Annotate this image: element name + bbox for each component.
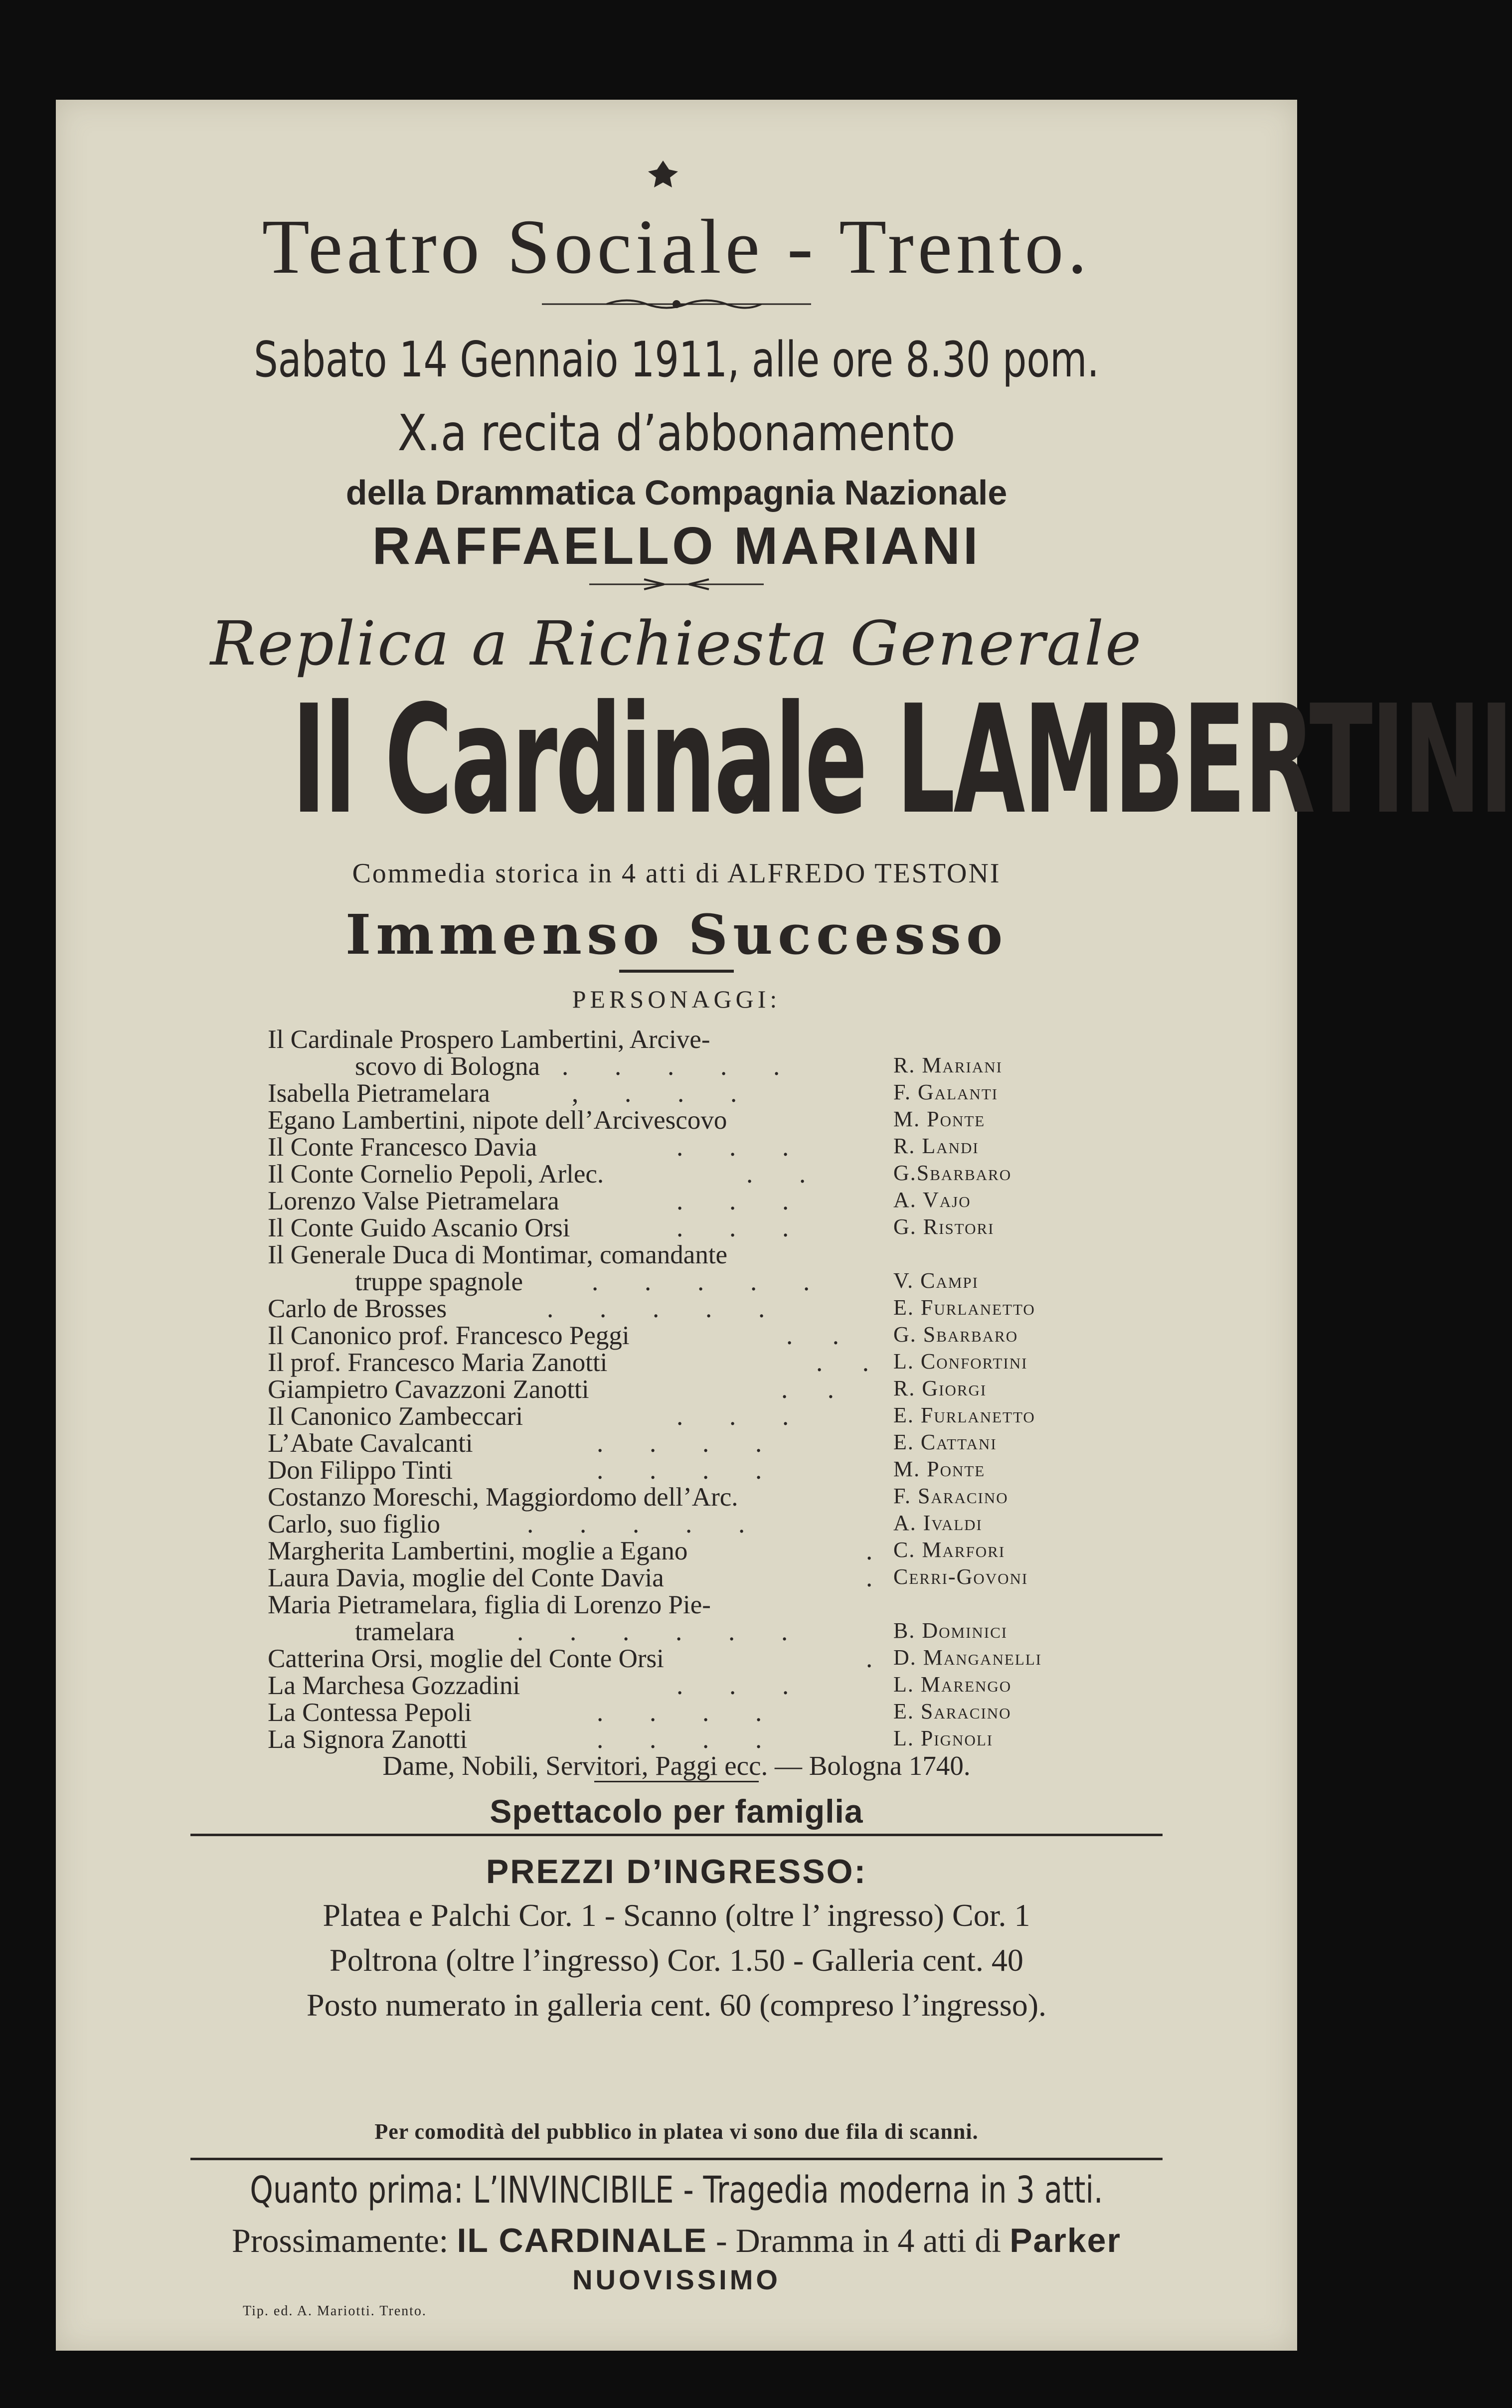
price-line: Posto numerato in galleria cent. 60 (compreso l’ingresso). (306, 1987, 1047, 2023)
cast-row: Lorenzo Valse Pietramelara . . . A. Vajo (268, 1187, 971, 1215)
actor-name: Cerri-Govoni (893, 1564, 1028, 1589)
recita-line: X.a recita d’abbonamento (397, 404, 956, 462)
role-name: Il Conte Francesco Davia (268, 1133, 537, 1162)
role-name: Lorenzo Valse Pietramelara (268, 1187, 559, 1215)
actor-name: R. Landi (893, 1134, 979, 1158)
divider-ornament-icon (542, 297, 811, 312)
cast-row (268, 1240, 1215, 1267)
role-name: Maria Pietramelara, figlia di Lorenzo Pie- (268, 1590, 711, 1619)
cast-row: Il Canonico prof. Francesco Peggi . . G. Sbarbaro (268, 1321, 1018, 1350)
cast-row: Carlo de Brosses . . . . . E. Furlanetto (268, 1294, 1035, 1323)
theatre-title: Teatro Sociale - Trento. (262, 203, 1091, 290)
divider (190, 1834, 1163, 1836)
actor-name: C. Marfori (893, 1538, 1006, 1562)
upcoming-label: Prossimamente: (232, 2222, 449, 2259)
cast-row: Carlo, suo figlio . . . . . A. Ivaldi (268, 1510, 983, 1539)
actor-name: R. Mariani (893, 1053, 1003, 1077)
role-name: La Contessa Pepoli (268, 1698, 472, 1727)
divider (619, 970, 734, 973)
prices-heading: PREZZI D’INGRESSO: (486, 1853, 867, 1891)
cast-row: scovo di Bologna . . . . . R. Mariani (355, 1052, 1003, 1081)
cast-row: truppe spagnole . . . . . V. Campi (355, 1267, 979, 1296)
actor-name: A. Ivaldi (893, 1511, 983, 1535)
small-divider-icon (589, 577, 764, 591)
cast-row: Il Conte Francesco Davia . . . R. Landi (268, 1133, 979, 1162)
company-line: della Drammatica Compagnia Nazionale (345, 473, 1008, 512)
actor-name: A. Vajo (893, 1188, 971, 1212)
actor-name: R. Giorgi (893, 1376, 987, 1400)
role-name: Don Filippo Tinti (268, 1456, 453, 1485)
cast-row: La Signora Zanotti . . . . L. Pignoli (268, 1725, 994, 1754)
play-title: Il Cardinale LAMBERTINI (292, 673, 1512, 847)
cast-row: Catterina Orsi, moglie del Conte Orsi . D. Manganelli (268, 1644, 1042, 1673)
role-name: Il prof. Francesco Maria Zanotti (268, 1348, 608, 1377)
play-subtitle: Commedia storica in 4 atti di ALFREDO TESTONI (352, 858, 1001, 889)
playbill (56, 100, 1512, 2351)
actor-name: E. Cattani (893, 1430, 997, 1454)
actor-name: F. Galanti (893, 1080, 999, 1104)
role-name: La Marchesa Gozzadini (268, 1671, 520, 1700)
cast-row (268, 1105, 1215, 1135)
actor-name: B. Dominici (893, 1618, 1008, 1643)
divider (190, 2158, 1163, 2160)
role-name: Margherita Lambertini, moglie a Egano (268, 1537, 688, 1565)
new-badge: NUOVISSIMO (572, 2264, 781, 2295)
actor-name: M. Ponte (893, 1457, 986, 1481)
cast-row: Don Filippo Tinti . . . . M. Ponte (268, 1456, 986, 1485)
family-show-note: Spettacolo per famiglia (490, 1793, 863, 1830)
actor-name: E. Saracino (893, 1699, 1011, 1723)
actor-name: G.Sbarbaro (893, 1161, 1012, 1185)
role-name: Il Canonico Zambeccari (268, 1402, 523, 1431)
cast-row: Giampietro Cavazzoni Zanotti . . R. Giorgi (268, 1375, 987, 1404)
actor-name: L. Confortini (893, 1349, 1028, 1374)
role-name: L’Abate Cavalcanti (268, 1429, 473, 1458)
role-name: scovo di Bologna (355, 1052, 540, 1081)
actor-name: E. Furlanetto (893, 1295, 1035, 1320)
upcoming-title: IL CARDINALE (457, 2222, 707, 2259)
actor-name: L. Pignoli (893, 1726, 994, 1750)
role-name: Carlo, suo figlio (268, 1510, 440, 1539)
role-name: tramelara (355, 1617, 455, 1646)
role-name: Il Canonico prof. Francesco Peggi (268, 1321, 630, 1350)
cast-row: Laura Davia, moglie del Conte Davia . Cerri-Govoni (268, 1563, 1028, 1592)
replica-line: Replica a Richiesta Generale (210, 608, 1143, 679)
role-name: Il Conte Cornelio Pepoli, Arlec. (268, 1160, 604, 1189)
coming-soon-line: Quanto prima: L’INVINCIBILE - Tragedia moderna in 3 atti. (250, 2169, 1103, 2212)
role-name: truppe spagnole (355, 1267, 523, 1296)
cast-row: tramelara . . . . . . B. Dominici (355, 1617, 1008, 1646)
cast-row: Il Conte Cornelio Pepoli, Arlec. . . G.Sbarbaro (268, 1160, 1012, 1189)
role-name: Carlo de Brosses (268, 1294, 447, 1323)
success-banner: Immenso Successo (345, 902, 1008, 967)
role-name: Egano Lambertini, nipote dell’Arcivescovo (268, 1106, 727, 1135)
cast-row: Margherita Lambertini, moglie a Egano . C. Marfori (268, 1537, 1006, 1565)
cast-row: La Marchesa Gozzadini . . . L. Marengo (268, 1671, 1012, 1700)
role-name: Isabella Pietramelara (268, 1079, 490, 1108)
role-name: Catterina Orsi, moglie del Conte Orsi (268, 1644, 664, 1673)
cast-row: Isabella Pietramelara , . . . F. Galanti (268, 1079, 999, 1108)
cast-row: L’Abate Cavalcanti . . . . E. Cattani (268, 1429, 997, 1458)
printer-credit: Tip. ed. A. Mariotti. Trento. (243, 2303, 427, 2319)
actor-name: G. Sbarbaro (893, 1322, 1018, 1347)
cast-row: Il prof. Francesco Maria Zanotti . . L. Confortini (268, 1348, 1028, 1377)
cast-row: Il Conte Guido Ascanio Orsi . . . G. Ristori (268, 1213, 995, 1242)
cast-heading: PERSONAGGI: (572, 985, 781, 1013)
cast-row: Il Canonico Zambeccari . . . E. Furlanetto (268, 1402, 1035, 1431)
performance-date: Sabato 14 Gennaio 1911, alle ore 8.30 pom. (254, 332, 1099, 388)
actor-name: G. Ristori (893, 1214, 995, 1239)
divider (594, 1781, 759, 1782)
company-director: RAFFAELLO MARIANI (372, 516, 981, 575)
cast-row: La Contessa Pepoli . . . . E. Saracino (268, 1698, 1011, 1727)
upcoming-author: Parker (1009, 2222, 1121, 2259)
actor-name: D. Manganelli (893, 1645, 1042, 1670)
cast-row (268, 1482, 1215, 1512)
role-name: Laura Davia, moglie del Conte Davia (268, 1563, 664, 1592)
role-name: Giampietro Cavazzoni Zanotti (268, 1375, 589, 1404)
seating-note: Per comodità del pubblico in platea vi sono due fila di scanni. (374, 2119, 979, 2144)
price-line: Platea e Palchi Cor. 1 - Scanno (oltre l’ ingresso) Cor. 1 (323, 1897, 1030, 1933)
role-name: Costanzo Moreschi, Maggiordomo dell’Arc. (268, 1483, 738, 1512)
actor-name: L. Marengo (893, 1672, 1012, 1697)
price-line: Poltrona (oltre l’ingresso) Cor. 1.50 - Galleria cent. 40 (330, 1942, 1023, 1978)
role-name: La Signora Zanotti (268, 1725, 468, 1754)
ornament-icon (643, 155, 683, 194)
upcoming-desc: - Dramma in 4 atti di (715, 2222, 1002, 2259)
cast-row (268, 1025, 1215, 1054)
actor-name: E. Furlanetto (893, 1403, 1035, 1427)
cast-list (268, 1025, 1215, 1754)
role-name: Il Generale Duca di Montimar, comandante (268, 1240, 728, 1269)
upcoming-line (56, 2221, 1297, 2260)
cast-row (268, 1590, 1215, 1617)
extras-line: Dame, Nobili, Servitori, Paggi ecc. — Bologna 1740. (382, 1750, 971, 1781)
actor-name: M. Ponte (893, 1107, 986, 1131)
role-name: Il Conte Guido Ascanio Orsi (268, 1213, 570, 1242)
actor-name: F. Saracino (893, 1484, 1008, 1508)
role-name: Il Cardinale Prospero Lambertini, Arcive- (268, 1025, 710, 1054)
actor-name: V. Campi (893, 1268, 979, 1293)
